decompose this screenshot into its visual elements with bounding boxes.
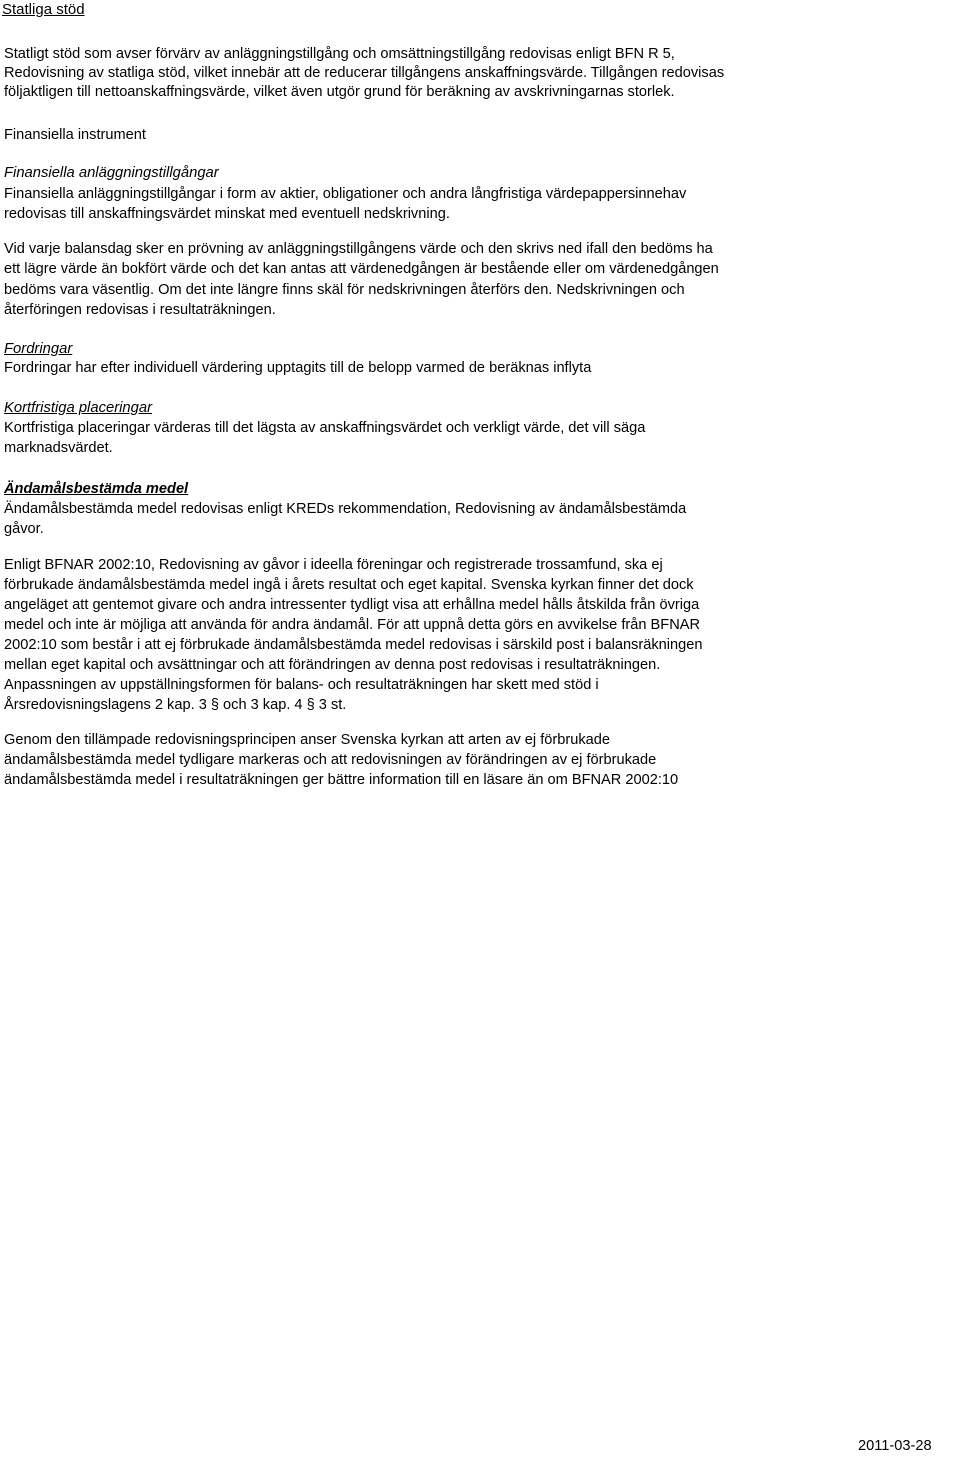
anlaggningstillgangar-p1-line-2: redovisas till anskaffningsvärdet minskat med eventuell nedskrivning.: [4, 206, 450, 222]
anlaggningstillgangar-p2-line-2: ett lägre värde än bokfört värde och det kan antas att värdenedgången är bestående eller om värdenedgången: [4, 261, 719, 277]
kortfristiga-line-1: Kortfristiga placeringar värderas till det lägsta av anskaffningsvärdet och verkligt värde, det vill säga: [4, 420, 646, 436]
anlaggningstillgangar-p2-line-3: bedöms vara väsentlig. Om det inte längre finns skäl för nedskrivningen återförs den. Nedskrivningen och: [4, 282, 685, 298]
footer-date: 2011-03-28: [858, 1438, 932, 1454]
statliga-stod-line-3: följaktligen till nettoanskaffningsvärde, vilket även utgör grund för beräkning av avskrivningarnas storlek.: [4, 84, 675, 100]
andamalsbestamda-p2-line-4: medel och inte är möjliga att använda för andra ändamål. För att uppnå detta görs en avvikelse från BFNAR: [4, 617, 701, 633]
andamalsbestamda-p2-line-8: Årsredovisningslagens 2 kap. 3 § och 3 kap. 4 § 3 st.: [4, 697, 347, 713]
andamalsbestamda-heading: Ändamålsbestämda medel: [4, 481, 189, 497]
page-title: Statliga stöd: [2, 1, 85, 18]
andamalsbestamda-p3-line-3: ändamålsbestämda medel i resultaträkningen ger bättre information till en läsare än om BFNAR 2002:10: [4, 772, 679, 788]
anlaggningstillgangar-p2-line-4: återföringen redovisas i resultaträkningen.: [4, 302, 276, 318]
andamalsbestamda-p3-line-2: ändamålsbestämda medel tydligare markeras och att redovisningen av förändringen av ej förbrukade: [4, 752, 657, 768]
andamalsbestamda-p2-line-7: Anpassningen av uppställningsformen för balans- och resultaträkningen har skett med stöd i: [4, 677, 599, 693]
andamalsbestamda-p2-line-2: förbrukade ändamålsbestämda medel ingå i årets resultat och eget kapital. Svenska kyrkan finner det dock: [4, 577, 694, 593]
anlaggningstillgangar-p1-line-1: Finansiella anläggningstillgångar i form av aktier, obligationer och andra långfristiga värdepappersinnehav: [4, 186, 687, 202]
anlaggningstillgangar-p2-line-1: Vid varje balansdag sker en prövning av anläggningstillgångens värde och den skrivs ned ifall den bedöms ha: [4, 241, 713, 257]
andamalsbestamda-p2-line-6: mellan eget kapital och avsättningar och att förändringen av denna post redovisas i resultaträkningen.: [4, 657, 661, 673]
andamalsbestamda-p2-line-1: Enligt BFNAR 2002:10, Redovisning av gåvor i ideella föreningar och registrerade trossamfund, ska ej: [4, 557, 663, 573]
statliga-stod-line-1: Statligt stöd som avser förvärv av anläggningstillgång och omsättningstillgång redovisas enligt BFN R 5,: [4, 46, 675, 62]
andamalsbestamda-p2-line-5: 2002:10 som består i att ej förbrukade ändamålsbestämda medel redovisas i särskild post i balansräkningen: [4, 637, 703, 653]
andamalsbestamda-p2-line-3: angeläget att gentemot givare och andra intressenter tydligt visa att erhållna medel hålls åtskilda från övriga: [4, 597, 700, 613]
fordringar-heading: Fordringar: [4, 341, 73, 357]
andamalsbestamda-p1-line-2: gåvor.: [4, 521, 44, 537]
finansiella-anlaggningstillgangar-heading: Finansiella anläggningstillgångar: [4, 165, 219, 181]
fordringar-line-1: Fordringar har efter individuell värdering upptagits till de belopp varmed de beräknas inflyta: [4, 360, 592, 376]
andamalsbestamda-p3-line-1: Genom den tillämpade redovisningsprincipen anser Svenska kyrkan att arten av ej förbrukade: [4, 732, 610, 748]
kortfristiga-line-2: marknadsvärdet.: [4, 440, 113, 456]
finansiella-instrument-heading: Finansiella instrument: [4, 127, 146, 143]
andamalsbestamda-p1-line-1: Ändamålsbestämda medel redovisas enligt KREDs rekommendation, Redovisning av ändamålsbestämda: [4, 501, 687, 517]
kortfristiga-placeringar-heading: Kortfristiga placeringar: [4, 400, 153, 416]
statliga-stod-line-2: Redovisning av statliga stöd, vilket innebär att de reducerar tillgångens anskaffningsvärde. Tillgången redovisas: [4, 65, 725, 81]
